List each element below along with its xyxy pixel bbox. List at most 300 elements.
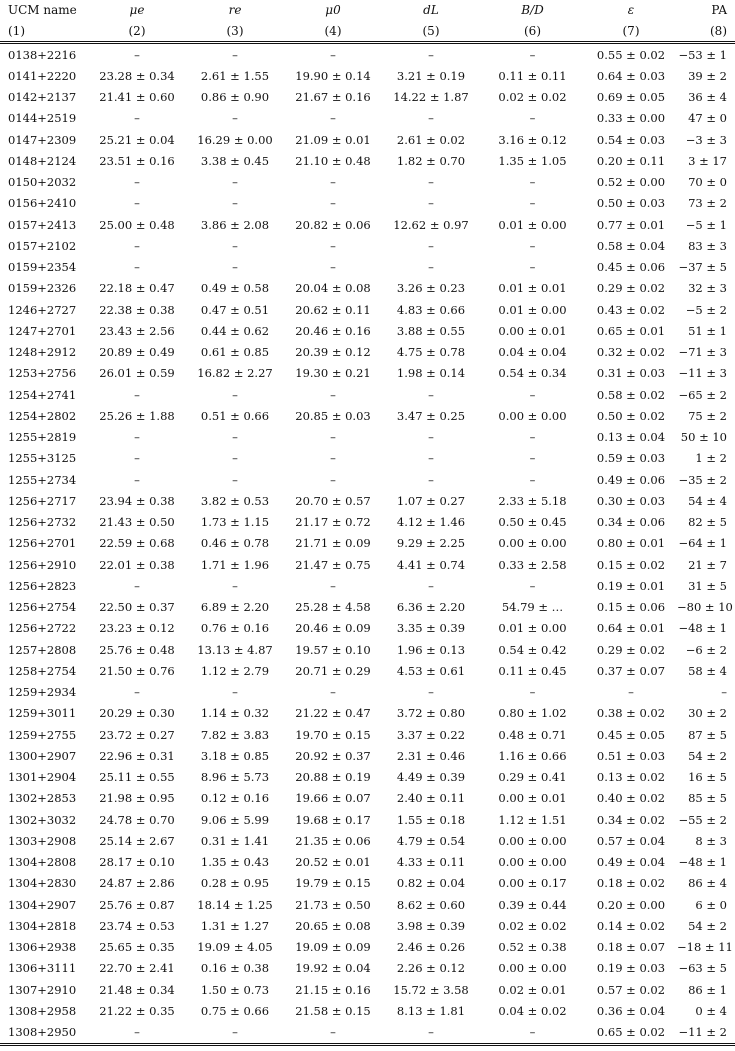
- cell-r-e: –: [232, 175, 238, 190]
- table-row: [0, 958, 735, 979]
- cell-ucm-name: 1257+2808: [8, 642, 77, 657]
- cell-ucm-name: 1255+2734: [8, 472, 77, 487]
- cell-pa: 75 ± 2: [688, 408, 727, 423]
- table-row: [0, 554, 735, 575]
- cell-epsilon: 0.40 ± 0.02: [596, 791, 666, 806]
- cell-mu-0: 21.67 ± 0.16: [295, 90, 371, 105]
- cell-ucm-name: 0142+2137: [8, 90, 77, 105]
- cell-r-e: 1.73 ± 1.15: [200, 515, 270, 530]
- cell-ucm-name: 1256+2823: [8, 578, 77, 593]
- cell-ucm-name: 1256+2910: [8, 557, 77, 572]
- cell-mu-0: 20.88 ± 0.19: [295, 770, 371, 785]
- cell-ucm-name: 1256+2754: [8, 600, 77, 615]
- cell-d-l: –: [428, 47, 434, 62]
- cell-d-l: 4.49 ± 0.39: [396, 770, 466, 785]
- cell-pa: 31 ± 5: [688, 578, 727, 593]
- header-num-5: (5): [422, 23, 440, 38]
- cell-mu-e: 25.11 ± 0.55: [99, 770, 175, 785]
- cell-epsilon: 0.64 ± 0.01: [596, 621, 666, 636]
- cell-d-l: 4.83 ± 0.66: [396, 302, 466, 317]
- cell-b-d: 0.01 ± 0.00: [498, 217, 567, 232]
- cell-b-d: –: [529, 430, 536, 445]
- cell-d-l: –: [428, 430, 434, 445]
- cell-b-d: 0.02 ± 0.02: [498, 90, 567, 105]
- cell-epsilon: 0.77 ± 0.01: [596, 217, 666, 232]
- cell-r-e: 3.86 ± 2.08: [200, 217, 270, 232]
- cell-mu-0: 19.09 ± 0.09: [295, 940, 371, 955]
- cell-mu-e: 25.26 ± 1.88: [99, 408, 175, 423]
- cell-b-d: 0.00 ± 0.00: [498, 536, 567, 551]
- header-epsilon: ε: [627, 3, 635, 17]
- cell-b-d: 0.48 ± 0.71: [498, 727, 567, 742]
- cell-epsilon: 0.20 ± 0.00: [596, 897, 666, 912]
- cell-r-e: 3.18 ± 0.85: [200, 748, 270, 763]
- cell-mu-0: 20.04 ± 0.08: [295, 281, 371, 296]
- table-row: [0, 979, 735, 1000]
- cell-pa: 30 ± 2: [688, 706, 727, 721]
- cell-r-e: 1.12 ± 2.79: [200, 663, 270, 678]
- cell-d-l: 14.22 ± 1.87: [393, 90, 469, 105]
- cell-mu-e: –: [134, 578, 140, 593]
- cell-d-l: 1.55 ± 0.18: [396, 812, 466, 827]
- cell-d-l: 2.46 ± 0.26: [396, 940, 466, 955]
- header-num-3: (3): [226, 23, 244, 38]
- cell-epsilon: 0.18 ± 0.07: [596, 940, 666, 955]
- cell-ucm-name: 1303+2908: [8, 833, 77, 848]
- cell-pa: −11 ± 3: [678, 366, 727, 381]
- cell-b-d: 1.12 ± 1.51: [498, 812, 567, 827]
- cell-mu-0: 21.09 ± 0.01: [295, 132, 371, 147]
- cell-r-e: 3.38 ± 0.45: [200, 153, 270, 168]
- cell-mu-e: –: [134, 451, 140, 466]
- header-row: [0, 0, 735, 20]
- cell-ucm-name: 1255+3125: [8, 451, 77, 466]
- header-b-d: B/D: [521, 3, 544, 17]
- cell-mu-e: –: [134, 47, 140, 62]
- cell-b-d: –: [529, 451, 536, 466]
- cell-mu-0: –: [330, 175, 336, 190]
- header-ucm-name: UCM name: [8, 3, 77, 17]
- cell-d-l: 3.72 ± 0.80: [396, 706, 466, 721]
- cell-epsilon: 0.57 ± 0.02: [596, 982, 666, 997]
- cell-r-e: 0.16 ± 0.38: [200, 961, 270, 976]
- cell-ucm-name: 0159+2326: [8, 281, 77, 296]
- table-row: [0, 1022, 735, 1045]
- cell-d-l: –: [428, 1025, 434, 1040]
- table-row: [0, 703, 735, 724]
- cell-mu-0: 20.85 ± 0.03: [295, 408, 371, 423]
- table-row: [0, 575, 735, 596]
- cell-pa: −5 ± 2: [685, 302, 727, 317]
- cell-mu-e: –: [134, 196, 140, 211]
- cell-r-e: –: [232, 451, 238, 466]
- cell-epsilon: 0.30 ± 0.03: [596, 493, 666, 508]
- header-mu-0: μ0: [325, 3, 341, 17]
- table-row: [0, 852, 735, 873]
- cell-epsilon: 0.80 ± 0.01: [596, 536, 666, 551]
- cell-r-e: 0.61 ± 0.85: [200, 345, 270, 360]
- cell-ucm-name: 1304+2808: [8, 855, 77, 870]
- cell-d-l: 4.79 ± 0.54: [396, 833, 466, 848]
- cell-b-d: –: [529, 47, 536, 62]
- cell-epsilon: 0.32 ± 0.02: [596, 345, 666, 360]
- cell-b-d: 0.54 ± 0.34: [498, 366, 567, 381]
- cell-mu-e: –: [134, 1025, 140, 1040]
- cell-epsilon: 0.51 ± 0.03: [596, 748, 666, 763]
- cell-b-d: 0.52 ± 0.38: [498, 940, 567, 955]
- cell-mu-e: 24.78 ± 0.70: [99, 812, 175, 827]
- cell-d-l: 8.62 ± 0.60: [396, 897, 466, 912]
- cell-pa: 54 ± 2: [688, 918, 727, 933]
- cell-pa: 32 ± 3: [688, 281, 727, 296]
- cell-mu-e: –: [134, 387, 140, 402]
- cell-b-d: 0.02 ± 0.02: [498, 918, 567, 933]
- table-row: [0, 65, 735, 86]
- cell-b-d: 0.33 ± 2.58: [498, 557, 567, 572]
- cell-pa: 54 ± 2: [688, 748, 727, 763]
- cell-mu-0: 19.30 ± 0.21: [295, 366, 371, 381]
- cell-r-e: 13.13 ± 4.87: [197, 642, 273, 657]
- cell-mu-0: 20.62 ± 0.11: [295, 302, 371, 317]
- table-row: [0, 87, 735, 108]
- cell-mu-e: 23.74 ± 0.53: [99, 918, 175, 933]
- cell-d-l: 8.13 ± 1.81: [396, 1003, 466, 1018]
- cell-b-d: –: [529, 260, 536, 275]
- cell-mu-e: –: [134, 260, 140, 275]
- cell-d-l: 12.62 ± 0.97: [393, 217, 469, 232]
- cell-ucm-name: 1247+2701: [8, 323, 77, 338]
- cell-pa: −18 ± 11: [677, 940, 733, 955]
- cell-mu-0: 21.10 ± 0.48: [295, 153, 371, 168]
- cell-mu-0: –: [330, 472, 336, 487]
- cell-mu-0: 21.22 ± 0.47: [295, 706, 371, 721]
- cell-epsilon: 0.29 ± 0.02: [596, 281, 666, 296]
- header-r-e: re: [228, 3, 242, 17]
- cell-epsilon: 0.20 ± 0.11: [596, 153, 666, 168]
- cell-mu-e: 22.18 ± 0.47: [99, 281, 175, 296]
- cell-pa: 70 ± 0: [688, 175, 727, 190]
- table-row: [0, 809, 735, 830]
- cell-r-e: –: [232, 196, 238, 211]
- cell-epsilon: 0.54 ± 0.03: [596, 132, 666, 147]
- cell-mu-0: –: [330, 47, 336, 62]
- cell-mu-e: 25.00 ± 0.48: [99, 217, 175, 232]
- cell-ucm-name: 1248+2912: [8, 345, 77, 360]
- cell-b-d: 0.02 ± 0.01: [498, 982, 567, 997]
- cell-mu-e: 23.51 ± 0.16: [99, 153, 175, 168]
- cell-mu-e: 28.17 ± 0.10: [99, 855, 175, 870]
- cell-mu-0: 19.57 ± 0.10: [295, 642, 371, 657]
- cell-epsilon: 0.58 ± 0.02: [596, 387, 666, 402]
- table-row: [0, 278, 735, 299]
- table-row: [0, 618, 735, 639]
- cell-pa: 6 ± 0: [695, 897, 727, 912]
- cell-r-e: –: [232, 685, 238, 700]
- cell-mu-e: –: [134, 472, 140, 487]
- cell-d-l: 3.21 ± 0.19: [396, 68, 466, 83]
- table-row: [0, 150, 735, 171]
- cell-pa: 54 ± 4: [688, 493, 727, 508]
- cell-d-l: 0.82 ± 0.04: [396, 876, 466, 891]
- cell-epsilon: 0.31 ± 0.03: [596, 366, 666, 381]
- cell-epsilon: 0.45 ± 0.05: [596, 727, 666, 742]
- cell-mu-0: –: [330, 685, 336, 700]
- cell-ucm-name: 0147+2309: [8, 132, 77, 147]
- cell-d-l: 4.75 ± 0.78: [396, 345, 466, 360]
- cell-d-l: 1.82 ± 0.70: [396, 153, 466, 168]
- cell-pa: −37 ± 5: [678, 260, 727, 275]
- table-row: [0, 894, 735, 915]
- cell-epsilon: 0.15 ± 0.06: [596, 600, 666, 615]
- table-row: [0, 214, 735, 235]
- table-row: [0, 660, 735, 681]
- cell-b-d: 0.80 ± 1.02: [498, 706, 567, 721]
- cell-r-e: 1.71 ± 1.96: [200, 557, 270, 572]
- cell-epsilon: 0.50 ± 0.03: [596, 196, 666, 211]
- cell-mu-e: 23.94 ± 0.38: [99, 493, 175, 508]
- cell-mu-0: 21.47 ± 0.75: [295, 557, 371, 572]
- cell-mu-e: 20.89 ± 0.49: [99, 345, 175, 360]
- cell-r-e: 0.51 ± 0.66: [200, 408, 270, 423]
- cell-mu-0: 21.71 ± 0.09: [295, 536, 371, 551]
- table-body: [0, 43, 735, 1045]
- cell-epsilon: 0.58 ± 0.04: [596, 238, 666, 253]
- cell-ucm-name: 1300+2907: [8, 748, 77, 763]
- cell-r-e: 9.06 ± 5.99: [200, 812, 270, 827]
- table-row: [0, 320, 735, 341]
- header-num-8: (8): [710, 23, 727, 38]
- cell-r-e: 0.12 ± 0.16: [200, 791, 270, 806]
- cell-ucm-name: 1259+2755: [8, 727, 77, 742]
- cell-b-d: 0.01 ± 0.00: [498, 302, 567, 317]
- cell-ucm-name: 1301+2904: [8, 770, 77, 785]
- cell-d-l: –: [428, 175, 434, 190]
- cell-pa: 3 ± 17: [688, 153, 727, 168]
- table-row: [0, 533, 735, 554]
- cell-pa: −6 ± 2: [685, 642, 727, 657]
- cell-b-d: 0.00 ± 0.00: [498, 961, 567, 976]
- cell-b-d: –: [529, 196, 536, 211]
- cell-mu-e: 23.28 ± 0.34: [99, 68, 175, 83]
- cell-pa: −48 ± 1: [678, 621, 727, 636]
- table-row: [0, 639, 735, 660]
- cell-ucm-name: 1302+2853: [8, 791, 77, 806]
- table-row: [0, 193, 735, 214]
- cell-ucm-name: 1254+2802: [8, 408, 77, 423]
- cell-ucm-name: 1256+2717: [8, 493, 77, 508]
- cell-d-l: 3.35 ± 0.39: [396, 621, 466, 636]
- cell-ucm-name: 1304+2907: [8, 897, 77, 912]
- cell-epsilon: 0.18 ± 0.02: [596, 876, 666, 891]
- cell-r-e: 19.09 ± 4.05: [197, 940, 273, 955]
- cell-d-l: 1.96 ± 0.13: [396, 642, 466, 657]
- cell-mu-e: 22.70 ± 2.41: [99, 961, 175, 976]
- header-pa: PA: [711, 3, 727, 17]
- cell-ucm-name: 1304+2818: [8, 918, 77, 933]
- cell-mu-e: 21.41 ± 0.60: [99, 90, 175, 105]
- table-row: [0, 745, 735, 766]
- cell-pa: −65 ± 2: [678, 387, 727, 402]
- cell-r-e: –: [232, 472, 238, 487]
- table-header: [0, 0, 735, 43]
- cell-b-d: 0.29 ± 0.41: [498, 770, 567, 785]
- cell-ucm-name: 1256+2722: [8, 621, 77, 636]
- header-num-1: (1): [8, 23, 25, 38]
- cell-epsilon: 0.15 ± 0.02: [596, 557, 666, 572]
- cell-pa: −5 ± 1: [685, 217, 727, 232]
- cell-mu-0: 19.70 ± 0.15: [295, 727, 371, 742]
- cell-mu-e: 21.50 ± 0.76: [99, 663, 175, 678]
- cell-pa: 39 ± 2: [688, 68, 727, 83]
- cell-b-d: 0.04 ± 0.04: [498, 345, 567, 360]
- cell-r-e: –: [232, 1025, 238, 1040]
- cell-epsilon: 0.59 ± 0.03: [596, 451, 666, 466]
- cell-mu-0: 20.39 ± 0.12: [295, 345, 371, 360]
- cell-ucm-name: 0141+2220: [8, 68, 77, 83]
- cell-r-e: –: [232, 47, 238, 62]
- cell-ucm-name: 1304+2830: [8, 876, 77, 891]
- cell-pa: 85 ± 5: [688, 791, 727, 806]
- table-row: [0, 43, 735, 66]
- table-row: [0, 299, 735, 320]
- cell-r-e: 16.82 ± 2.27: [197, 366, 273, 381]
- cell-mu-0: 20.46 ± 0.09: [295, 621, 371, 636]
- table-row: [0, 915, 735, 936]
- cell-epsilon: 0.37 ± 0.07: [596, 663, 666, 678]
- cell-pa: −71 ± 3: [678, 345, 727, 360]
- header-num-2: (2): [128, 23, 146, 38]
- cell-mu-e: 25.14 ± 2.67: [99, 833, 175, 848]
- table-row: [0, 108, 735, 129]
- cell-d-l: –: [428, 451, 434, 466]
- cell-pa: 86 ± 1: [688, 982, 727, 997]
- cell-d-l: 4.12 ± 1.46: [396, 515, 466, 530]
- cell-r-e: 16.29 ± 0.00: [197, 132, 273, 147]
- table-row: [0, 597, 735, 618]
- cell-b-d: 0.50 ± 0.45: [498, 515, 567, 530]
- cell-epsilon: 0.55 ± 0.02: [596, 47, 666, 62]
- cell-ucm-name: 0159+2354: [8, 260, 77, 275]
- cell-b-d: 0.00 ± 0.00: [498, 408, 567, 423]
- cell-d-l: 3.37 ± 0.22: [396, 727, 466, 742]
- cell-pa: 87 ± 5: [688, 727, 727, 742]
- cell-b-d: –: [529, 472, 536, 487]
- cell-b-d: 1.35 ± 1.05: [498, 153, 567, 168]
- cell-d-l: 4.53 ± 0.61: [396, 663, 466, 678]
- cell-ucm-name: 0138+2216: [8, 47, 77, 62]
- cell-ucm-name: 1256+2701: [8, 536, 77, 551]
- header-mu-e: μe: [129, 3, 145, 17]
- table-row: [0, 830, 735, 851]
- cell-mu-e: 25.76 ± 0.87: [99, 897, 175, 912]
- cell-b-d: 0.01 ± 0.01: [498, 281, 567, 296]
- cell-mu-e: 20.29 ± 0.30: [99, 706, 175, 721]
- cell-epsilon: 0.45 ± 0.06: [596, 260, 666, 275]
- cell-epsilon: 0.65 ± 0.02: [596, 1025, 666, 1040]
- cell-pa: −3 ± 3: [685, 132, 727, 147]
- cell-mu-e: –: [134, 111, 140, 126]
- cell-r-e: 0.76 ± 0.16: [200, 621, 270, 636]
- cell-d-l: 9.29 ± 2.25: [396, 536, 466, 551]
- cell-r-e: 7.82 ± 3.83: [200, 727, 270, 742]
- table-row: [0, 937, 735, 958]
- cell-mu-0: 19.79 ± 0.15: [295, 876, 371, 891]
- cell-mu-0: 21.35 ± 0.06: [295, 833, 371, 848]
- cell-ucm-name: 1306+3111: [8, 961, 77, 976]
- cell-d-l: 1.98 ± 0.14: [396, 366, 466, 381]
- cell-r-e: 0.47 ± 0.51: [200, 302, 270, 317]
- cell-d-l: –: [428, 387, 434, 402]
- table-row: [0, 235, 735, 256]
- cell-mu-0: 21.17 ± 0.72: [295, 515, 371, 530]
- cell-mu-e: 24.87 ± 2.86: [99, 876, 175, 891]
- cell-mu-0: 20.92 ± 0.37: [295, 748, 371, 763]
- cell-mu-e: –: [134, 430, 140, 445]
- cell-pa: −35 ± 2: [678, 472, 727, 487]
- cell-b-d: 0.00 ± 0.17: [498, 876, 567, 891]
- cell-pa: –: [721, 685, 727, 700]
- cell-mu-e: 21.43 ± 0.50: [99, 515, 175, 530]
- cell-pa: −11 ± 2: [678, 1025, 727, 1040]
- cell-epsilon: 0.65 ± 0.01: [596, 323, 666, 338]
- cell-epsilon: –: [628, 685, 634, 700]
- cell-r-e: 18.14 ± 1.25: [197, 897, 273, 912]
- cell-pa: 47 ± 0: [688, 111, 727, 126]
- cell-ucm-name: 1306+2938: [8, 940, 77, 955]
- cell-epsilon: 0.49 ± 0.06: [596, 472, 666, 487]
- cell-epsilon: 0.33 ± 0.00: [596, 111, 666, 126]
- cell-d-l: 1.07 ± 0.27: [396, 493, 466, 508]
- cell-b-d: 0.39 ± 0.44: [498, 897, 567, 912]
- cell-pa: 8 ± 3: [695, 833, 727, 848]
- cell-ucm-name: 0148+2124: [8, 153, 77, 168]
- cell-pa: −55 ± 2: [678, 812, 727, 827]
- cell-b-d: 0.00 ± 0.00: [498, 833, 567, 848]
- cell-b-d: –: [529, 238, 536, 253]
- cell-epsilon: 0.34 ± 0.06: [596, 515, 666, 530]
- cell-mu-0: 25.28 ± 4.58: [295, 600, 371, 615]
- cell-d-l: –: [428, 260, 434, 275]
- cell-d-l: 3.98 ± 0.39: [396, 918, 466, 933]
- cell-pa: 36 ± 4: [688, 90, 727, 105]
- cell-ucm-name: 1256+2732: [8, 515, 77, 530]
- cell-mu-0: 19.90 ± 0.14: [295, 68, 371, 83]
- cell-b-d: 2.33 ± 5.18: [498, 493, 567, 508]
- cell-mu-0: –: [330, 451, 336, 466]
- table-row: [0, 469, 735, 490]
- cell-pa: −48 ± 1: [678, 855, 727, 870]
- header-number-row: [0, 20, 735, 43]
- cell-pa: 58 ± 4: [688, 663, 727, 678]
- cell-r-e: 0.75 ± 0.66: [200, 1003, 270, 1018]
- cell-b-d: 54.79 ± …: [501, 600, 564, 615]
- cell-r-e: –: [232, 260, 238, 275]
- cell-b-d: 0.04 ± 0.02: [498, 1003, 567, 1018]
- table-row: [0, 129, 735, 150]
- cell-r-e: 3.82 ± 0.53: [200, 493, 270, 508]
- cell-ucm-name: 0144+2519: [8, 111, 77, 126]
- cell-d-l: 6.36 ± 2.20: [396, 600, 466, 615]
- cell-epsilon: 0.29 ± 0.02: [596, 642, 666, 657]
- cell-mu-0: 19.92 ± 0.04: [295, 961, 371, 976]
- cell-ucm-name: 1308+2950: [8, 1025, 77, 1040]
- cell-mu-e: 22.50 ± 0.37: [99, 600, 175, 615]
- table-row: [0, 405, 735, 426]
- cell-mu-e: 26.01 ± 0.59: [99, 366, 175, 381]
- cell-d-l: –: [428, 578, 434, 593]
- cell-ucm-name: 1302+3032: [8, 812, 77, 827]
- cell-mu-0: –: [330, 387, 336, 402]
